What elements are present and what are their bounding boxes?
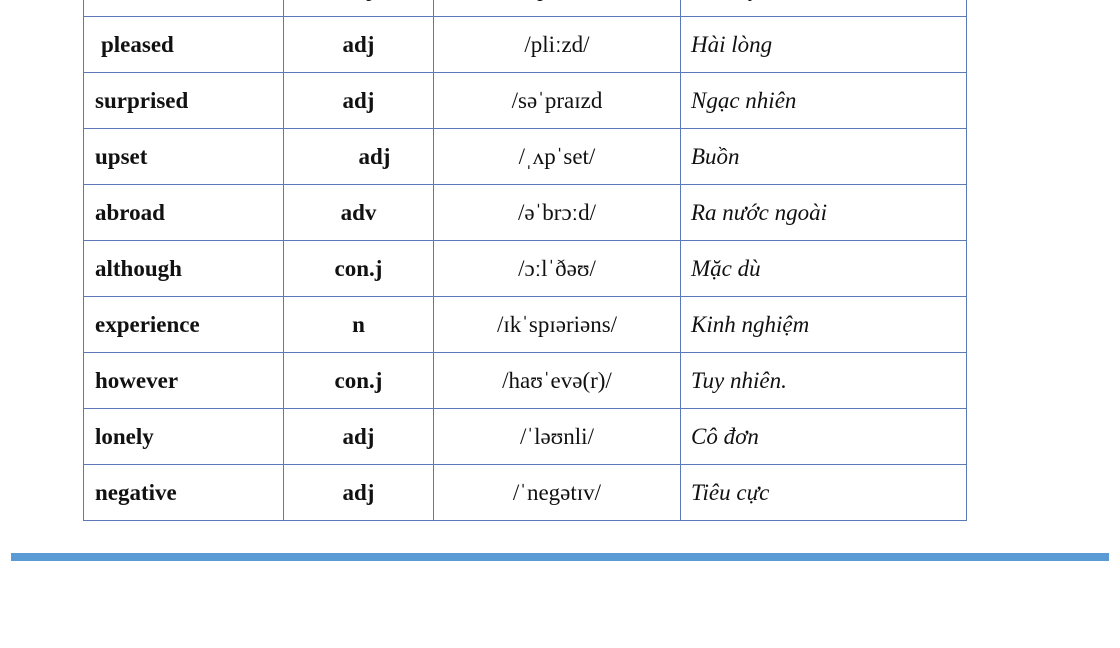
word-type-cell: adv: [284, 185, 434, 241]
pronunciation-cell: /ˌʌpˈset/: [434, 129, 681, 185]
word-type-cell: adj: [284, 129, 434, 185]
meaning-cell: Tiêu cực: [681, 465, 967, 521]
pronunciation-cell: /ɔːlˈðəʊ/: [434, 241, 681, 297]
meaning-cell: Buồn: [681, 129, 967, 185]
meaning-cell: Mặc dù: [681, 241, 967, 297]
word-cell: lonely: [84, 409, 284, 465]
word-type-cell: con.j: [284, 353, 434, 409]
meaning-cell: [681, 0, 967, 17]
word-cell: although: [84, 241, 284, 297]
table-row: [84, 409, 967, 465]
table-row: [84, 241, 967, 297]
table-row: [84, 465, 967, 521]
word-type-cell: adj: [284, 409, 434, 465]
word-cell: experience: [84, 297, 284, 353]
word-type-cell: adj: [284, 73, 434, 129]
word-type-cell: n: [284, 297, 434, 353]
bottom-divider-bar: [11, 553, 1109, 561]
meaning-cell: Tuy nhiên.: [681, 353, 967, 409]
pronunciation-cell: /ɪkˈspɪəriəns/: [434, 297, 681, 353]
table-row: [84, 0, 967, 17]
pronunciation-cell: /ˈləʊnli/: [434, 409, 681, 465]
table-row: [84, 353, 967, 409]
vocabulary-table: [83, 0, 967, 521]
pronunciation-cell: /səˈpraɪzd: [434, 73, 681, 129]
word-cell: abroad: [84, 185, 284, 241]
table-row: [84, 17, 967, 73]
meaning-cell: Ngạc nhiên: [681, 73, 967, 129]
table-row: [84, 297, 967, 353]
word-type-cell: con.j: [284, 241, 434, 297]
meaning-cell: Ra nước ngoài: [681, 185, 967, 241]
table-row: [84, 73, 967, 129]
meaning-cell: Cô đơn: [681, 409, 967, 465]
table-row: [84, 129, 967, 185]
word-type-cell: [284, 0, 434, 17]
meaning-cell: Hài lòng: [681, 17, 967, 73]
word-cell: upset: [84, 129, 284, 185]
word-type-cell: adj: [284, 17, 434, 73]
word-type-cell: adj: [284, 465, 434, 521]
word-cell: pleased: [84, 17, 284, 73]
pronunciation-cell: /pliːzd/: [434, 17, 681, 73]
meaning-cell: Kinh nghiệm: [681, 297, 967, 353]
word-cell: surprised: [84, 73, 284, 129]
word-cell: negative: [84, 465, 284, 521]
table-row: [84, 185, 967, 241]
pronunciation-cell: /ˈnegətɪv/: [434, 465, 681, 521]
pronunciation-cell: /əˈbrɔːd/: [434, 185, 681, 241]
word-cell: [84, 0, 284, 17]
word-cell: however: [84, 353, 284, 409]
pronunciation-cell: /haʊˈevə(r)/: [434, 353, 681, 409]
pronunciation-cell: [434, 0, 681, 17]
